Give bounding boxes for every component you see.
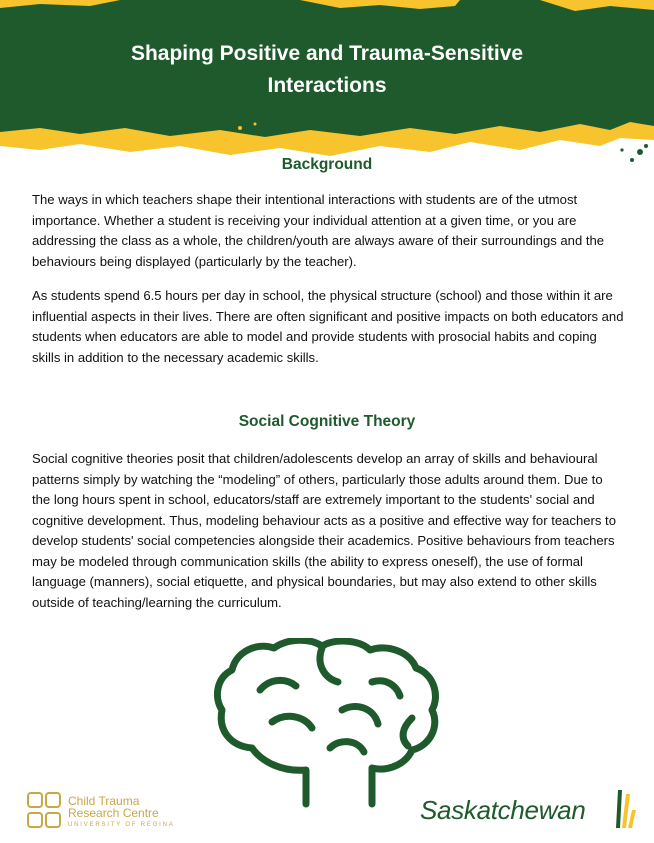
page-title bbox=[0, 38, 654, 102]
ctrc-subtitle: UNIVERSITY OF REGINA bbox=[68, 822, 175, 828]
ctrc-line-2: Research Centre bbox=[68, 806, 159, 820]
ctrc-line-1: Child Trauma bbox=[68, 794, 140, 808]
saskatchewan-mark-icon bbox=[612, 788, 638, 832]
ctrc-logo-text bbox=[68, 795, 159, 819]
background-paragraph-2: As students spend 6.5 hours per day in school, the physical structure (school) and those within it are influential aspects in their lives. There are often significant and positive impacts on both educators and students when educators are able to model and provide students with prosocial habits and coping skills in addition to the necessary academic skills. bbox=[32, 288, 624, 365]
theory-heading: Social Cognitive Theory bbox=[238, 413, 416, 430]
saskatchewan-wordmark: Saskatchewan bbox=[420, 795, 586, 825]
theory-paragraph: Social cognitive theories posit that children/adolescents develop an array of skills and behavioural patterns simply by watching the “modeling” of others, particularly those adults around them. Due to the long hours spent in school, educators/staff are extremely important to the students' social and cognitive development. Thus, modeling behaviour acts as a positive and effective way for teachers to develop students' social competencies alongside their academics. Positive behaviours from teachers may be modeled through communication skills (the ability to express oneself), the use of formal language (manners), social etiquette, and physical boundaries, but may also extend to other skills outside of teaching/learning the curriculum. bbox=[32, 451, 616, 610]
background-heading: Background bbox=[281, 156, 373, 173]
brain-icon bbox=[212, 638, 444, 814]
background-paragraph-1: The ways in which teachers shape their intentional interactions with students are of the utmost importance. Whether a student is receiving your individual attention at a given time, or you are addressing the class as a whole, the children/youth are always aware of their surroundings and the behaviours being displayed (particularly by the teacher). bbox=[32, 192, 605, 269]
title-line-2: Interactions bbox=[267, 74, 387, 97]
header-banner bbox=[0, 0, 654, 175]
ctrc-logo-icon bbox=[26, 791, 64, 831]
title-line-1: Shaping Positive and Trauma-Sensitive bbox=[130, 42, 524, 65]
